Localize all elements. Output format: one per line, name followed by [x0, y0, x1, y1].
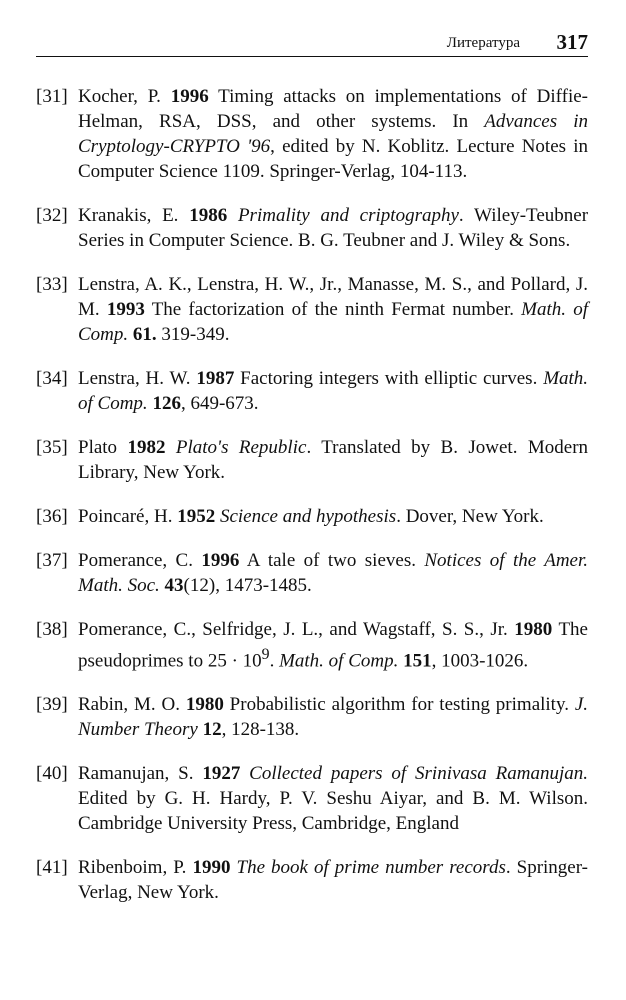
- reference-text: [78, 435, 588, 485]
- reference-entry: [36, 272, 588, 347]
- reference-volume: 61.: [132, 324, 157, 345]
- reference-year: 1986: [189, 205, 228, 226]
- reference-text: [78, 692, 588, 742]
- reference-number: [35]: [36, 437, 68, 458]
- reference-volume: 151: [403, 650, 432, 672]
- reference-rest: Edited by G. H. Hardy, P. V. Seshu Aiyar, and B. M. Wilson. Cambridge University Press, Cambridge, England: [78, 788, 588, 835]
- reference-year: 1990: [192, 857, 231, 879]
- reference-authors: Rabin, M. O.: [78, 694, 180, 716]
- reference-number: [36]: [36, 506, 68, 527]
- reference-title: Timing attacks on implementations of Diffie-Helman, RSA, DSS, and other systems. In: [78, 86, 588, 132]
- reference-title: A tale of two sieves.: [246, 550, 416, 571]
- reference-source: Advances in Cryptology-CRYPTO '96: [78, 111, 588, 157]
- reference-title: Factoring integers with elliptic curves.: [240, 368, 538, 389]
- reference-number: [40]: [36, 763, 68, 785]
- reference-text: [78, 617, 588, 673]
- reference-journal: J. Number Theory: [78, 694, 589, 741]
- reference-title: Plato's Republic: [175, 437, 307, 458]
- reference-text: [78, 84, 588, 184]
- reference-title: The pseudoprimes to 25 · 10: [78, 619, 588, 672]
- reference-text: [78, 761, 588, 836]
- reference-year: 1996: [201, 550, 240, 571]
- reference-number: [31]: [36, 86, 68, 107]
- reference-authors: Kranakis, E.: [78, 205, 179, 226]
- reference-journal: Notices of the Amer. Math. Soc.: [78, 550, 589, 596]
- reference-text: [78, 203, 588, 253]
- reference-title: The factorization of the ninth Fermat number.: [151, 299, 514, 320]
- reference-authors: Ribenboim, P.: [78, 857, 187, 879]
- reference-text: [78, 366, 588, 416]
- reference-year: 1982: [127, 437, 166, 458]
- reference-text: [78, 855, 588, 905]
- reference-volume: 126: [152, 393, 181, 414]
- reference-entry: [36, 855, 588, 905]
- reference-rest: . Springer-Verlag, New York.: [78, 857, 589, 904]
- reference-text: [78, 272, 588, 347]
- reference-number: [33]: [36, 274, 68, 295]
- reference-year: 1996: [170, 86, 209, 107]
- reference-title: Primality and criptography: [237, 205, 459, 226]
- reference-title: The book of prime number records: [236, 857, 506, 879]
- reference-authors: Lenstra, H. W.: [78, 368, 191, 389]
- reference-rest: . Wiley-Teubner Series in Computer Science. B. G. Teubner and J. Wiley & Sons.: [78, 205, 589, 251]
- reference-entry: [36, 548, 588, 598]
- reference-number: [32]: [36, 205, 68, 226]
- reference-authors: Kocher, P.: [78, 86, 161, 107]
- reference-authors: Lenstra, A. K., Lenstra, H. W., Jr., Manasse, M. S., and Pollard, J. M.: [78, 274, 588, 320]
- reference-rest: , 128-138.: [221, 719, 300, 741]
- reference-title-exponent: 9: [261, 646, 270, 663]
- running-header-title: Литература: [446, 35, 520, 51]
- reference-entry: [36, 761, 588, 836]
- reference-text: [78, 548, 588, 598]
- reference-rest: . Translated by B. Jowet. Modern Library, New York.: [78, 437, 589, 483]
- reference-authors: Plato: [78, 437, 118, 458]
- reference-authors: Ramanujan, S.: [78, 763, 194, 785]
- reference-authors: Pomerance, C., Selfridge, J. L., and Wagstaff, S. S., Jr.: [78, 619, 508, 640]
- reference-volume: 12: [202, 719, 222, 741]
- reference-year: 1927: [202, 763, 241, 785]
- page-number: 317: [556, 30, 588, 54]
- reference-authors: Poincaré, H.: [78, 506, 173, 527]
- reference-journal: Math. of Comp.: [78, 368, 589, 414]
- reference-rest: 319-349.: [161, 324, 230, 345]
- reference-entry: [36, 504, 588, 529]
- reference-entry: [36, 692, 588, 742]
- reference-title-end: .: [269, 650, 275, 672]
- running-header: [36, 30, 588, 57]
- reference-entry: [36, 84, 588, 184]
- reference-journal: Math. of Comp.: [279, 650, 399, 672]
- reference-title: Probabilistic algorithm for testing primality.: [229, 694, 569, 716]
- reference-year: 1987: [196, 368, 235, 389]
- reference-authors: Pomerance, C.: [78, 550, 193, 571]
- reference-text: [78, 504, 588, 529]
- reference-rest: , edited by N. Koblitz. Lecture Notes in Computer Science 1109. Springer-Verlag, 104-113.: [78, 136, 588, 182]
- reference-number: [37]: [36, 550, 68, 571]
- reference-title: Collected papers of Srinivasa Ramanujan.: [249, 763, 589, 785]
- reference-rest: (12), 1473-1485.: [183, 575, 312, 596]
- reference-entry: [36, 435, 588, 485]
- reference-entry: [36, 203, 588, 253]
- reference-year: 1993: [106, 299, 145, 320]
- reference-number: [38]: [36, 619, 68, 640]
- reference-volume: 43: [164, 575, 184, 596]
- reference-number: [34]: [36, 368, 68, 389]
- reference-entry: [36, 366, 588, 416]
- reference-journal: Math. of Comp.: [78, 299, 588, 345]
- reference-title: Science and hypothesis: [219, 506, 397, 527]
- reference-number: [41]: [36, 857, 68, 879]
- reference-year: 1980: [514, 619, 553, 640]
- reference-year: 1952: [177, 506, 216, 527]
- reference-rest: , 1003-1026.: [431, 650, 529, 672]
- reference-rest: , 649-673.: [180, 393, 259, 414]
- reference-year: 1980: [185, 694, 224, 716]
- reference-entry: [36, 617, 588, 673]
- reference-rest: . Dover, New York.: [396, 506, 544, 527]
- reference-list: [36, 84, 588, 924]
- reference-number: [39]: [36, 694, 68, 716]
